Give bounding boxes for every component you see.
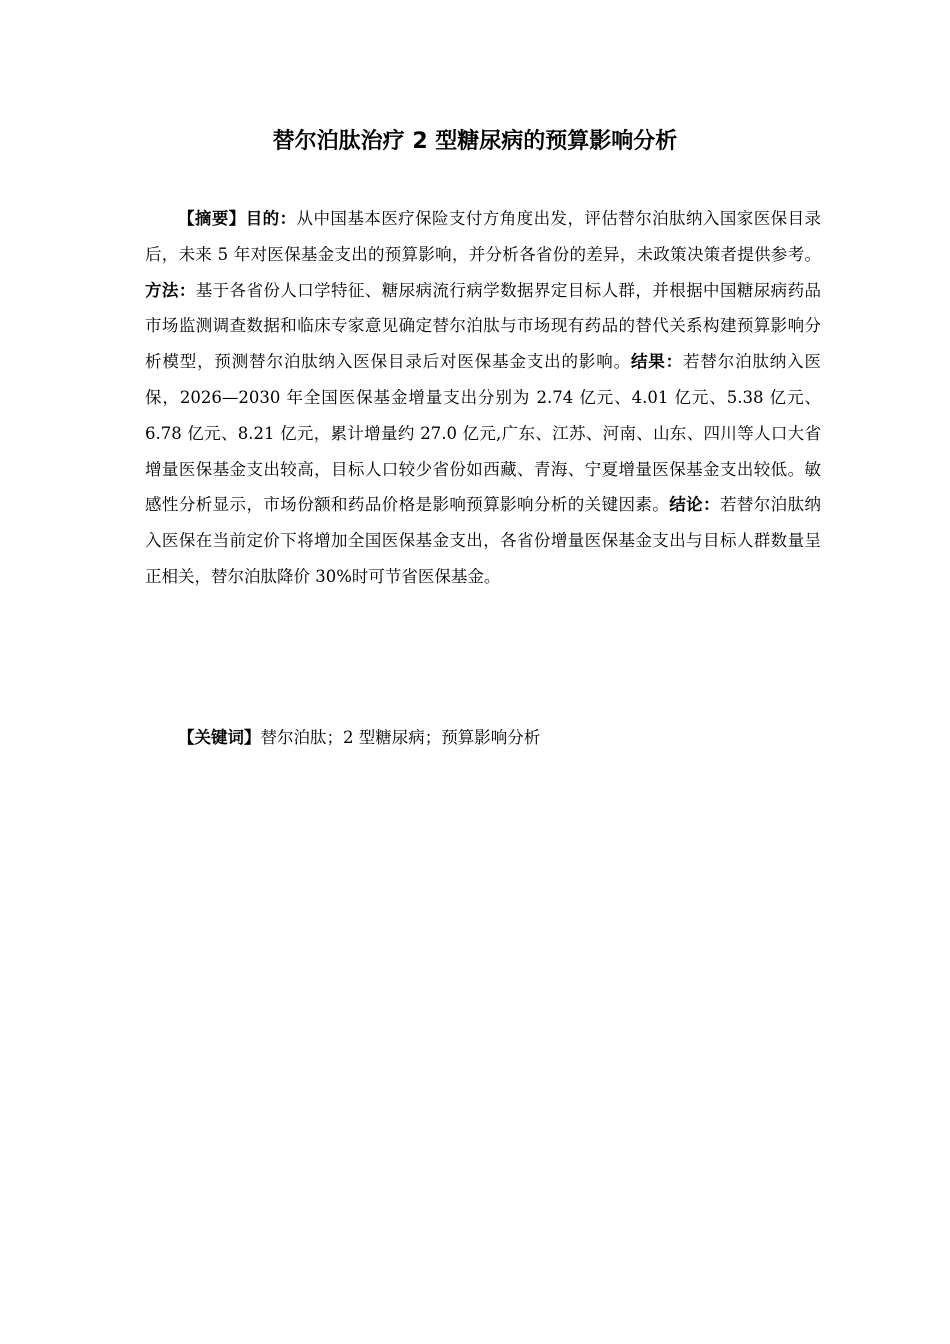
objective-label: 目的： xyxy=(245,209,297,228)
paper-title: 替尔泊肽治疗 2 型糖尿病的预算影响分析 xyxy=(272,129,678,154)
results-text: 若替尔泊肽纳入医保，2026—2030 年全国医保基金增量支出分别为 2.74 亿元、4.01 亿元、5.38 亿元、6.78 亿元、8.21 亿元，累计增量约 27.0 亿元,广东、江苏、河南、山东、四川等人口大省增量医保基金支出较高，目标人口较少省份如西藏、青海、宁夏增量医保基金支出较低。敏感性分析显示，市场份额和药品价格是影响预算影响分析的关键因素。 xyxy=(145,352,822,515)
abstract-label: 【摘要】 xyxy=(178,209,246,228)
methods-text: 基于各省份人口学特征、糖尿病流行病学数据界定目标人群，并根据中国糖尿病药品市场监测调查数据和临床专家意见确定替尔泊肽与市场现有药品的替代关系构建预算影响分析模型，预测替尔泊肽纳入医保目录后对医保基金支出的影响。 xyxy=(145,280,822,372)
results-label: 结果： xyxy=(630,352,684,372)
conclusion-label: 结论： xyxy=(669,495,720,515)
conclusion-text: 若替尔泊肽纳入医保在当前定价下将增加全国医保基金支出，各省份增量医保基金支出与目标人群数量呈正相关，替尔泊肽降价 30%时可节省医保基金。 xyxy=(145,495,822,586)
keywords-text: 替尔泊肽；2 型糖尿病；预算影响分析 xyxy=(260,728,541,747)
methods-label: 方法： xyxy=(145,280,196,300)
abstract-paragraph xyxy=(145,201,821,595)
keywords-paragraph xyxy=(145,720,821,756)
keywords-label: 【关键词】 xyxy=(178,728,261,747)
objective-text: 从中国基本医疗保险支付方角度出发，评估替尔泊肽纳入国家医保目录后，未来 5 年对医保基金支出的预算影响，并分析各省份的差异，未政策决策者提供参考。 xyxy=(145,209,822,264)
